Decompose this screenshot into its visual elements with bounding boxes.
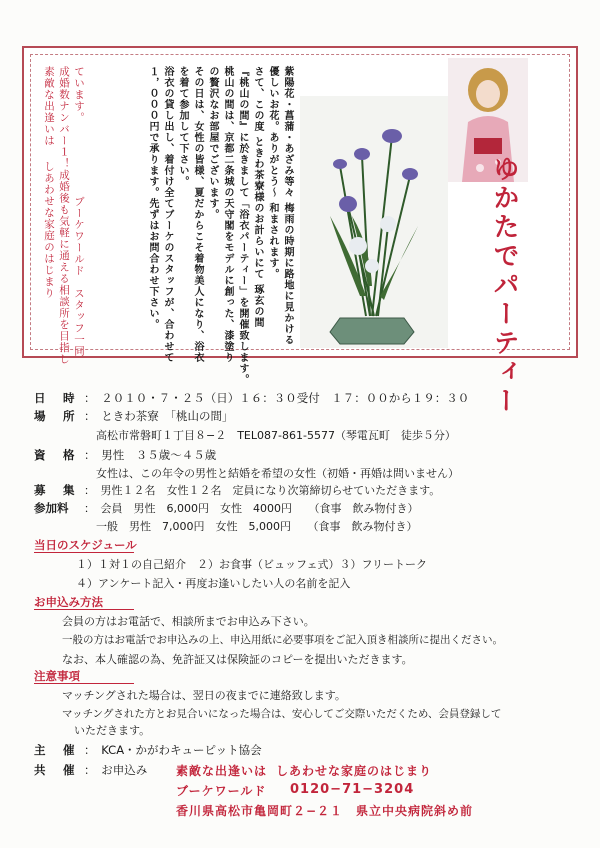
- notes-line2: マッチングされた方とお見合いになった場合は、安心してご交際いただくため、会員登録して: [62, 708, 502, 720]
- notes-line1: マッチングされた場合は、翌日の夜までに連絡致します。: [62, 689, 346, 702]
- organizer-value: ： KCA・かがわキューピット協会: [84, 743, 262, 757]
- apply-heading: お申込み方法: [34, 595, 103, 609]
- intro-line7: その日は、女性の皆様、夏だからこそ着物美人になり、浴衣: [192, 66, 203, 363]
- place-label: 場 所: [34, 409, 78, 423]
- recruit-value: ： 男性１２名 女性１２名 定員になり次第締切らせていただきます。: [84, 484, 441, 497]
- contact-address: 香川県高松市亀岡町２−２１ 県立中央病院斜め前: [176, 804, 474, 818]
- fee-row-general: 一般 男性 7,000円 女性 5,000円 （食事 飲み物付き）: [96, 520, 418, 533]
- message-line1b: しあわせな家庭のはじまり: [43, 160, 55, 299]
- contact-phone[interactable]: 0120−71−3204: [290, 782, 415, 797]
- qualification-value2: 女性は、この年令の男性と結婚を希望の女性（初婚・再婚は問いません）: [96, 467, 459, 480]
- intro-line4: 『桃山の間』に於きまして「浴衣パーティー」を開催致します。: [237, 66, 248, 385]
- notes-line3: いただきます。: [74, 724, 151, 737]
- date-label: 日 時: [34, 391, 78, 405]
- message-line1a: 素敵な出逢いは: [43, 66, 55, 147]
- message-column: [42, 66, 56, 346]
- qualification-label: 資 格: [34, 448, 78, 462]
- place-value: ： ときわ茶寮 「桃山の間」: [84, 409, 234, 423]
- intro-line2: 優しいお花。ありがとう〜 和まされます。: [267, 66, 278, 280]
- message-line4: ブーケワールド スタッフ一同: [73, 196, 85, 357]
- co-organizer-value: ： お申込み: [84, 763, 148, 777]
- organizer-label: 主 催: [34, 743, 78, 757]
- schedule-line1: １）１対１の自己紹介 ２）お食事（ビュッフェ式）３）フリートーク: [76, 558, 428, 571]
- qualification-value1: ： 男性 ３５歳〜４５歳: [84, 448, 217, 462]
- apply-line3: なお、本人確認の為、免許証又は保険証のコピーを提出いただきます。: [62, 653, 413, 666]
- contact-tagline-b: しあわせな家庭のはじまり: [276, 764, 433, 778]
- message-line2: 成婚数ナンバー１！成婚後も気軽に通える相談所を目指し: [58, 66, 70, 365]
- intro-line8: を着て参加して下さい。: [177, 66, 188, 187]
- intro-line1: 紫陽花・菖蒲・あざみ等々 梅雨の時期に路地に見かける: [282, 66, 293, 346]
- fee-label: 参加料: [34, 501, 69, 515]
- flower-arrangement-photo: [300, 96, 448, 348]
- intro-line3: さて、この度 ときわ茶寮様のお計らいにて 琢玄の間: [252, 66, 263, 328]
- co-organizer-label: 共 催: [34, 763, 78, 777]
- recruit-label: 募 集: [34, 483, 78, 497]
- schedule-heading: 当日のスケジュール: [34, 538, 137, 552]
- contact-tagline-a: 素敵な出逢いは: [176, 764, 268, 778]
- schedule-line2: ４）アンケート記入・再度お逢いしたい人の名前を記入: [76, 577, 351, 590]
- notes-heading: 注意事項: [34, 669, 80, 683]
- address-value: 高松市常磐町１丁目８−２ TEL087-861-5577（琴電瓦町 徒歩５分）: [96, 429, 456, 442]
- date-value: ： ２０１０・７・２５（日）１６：３０受付 １７：００から１９：３０: [84, 391, 470, 405]
- event-title: ゆかたでパーティー: [489, 155, 519, 416]
- intro-line5: 桃山の間は、京都二条城の天守閣をモデルに創った、漆塗り: [222, 66, 233, 363]
- apply-line2: 一般の方はお電話でお申込みの上、申込用紙に必要事項をご記入頂き相談所に提出ください。: [62, 634, 503, 646]
- intro-line10: １，０００円で承ります。先ずはお問合わせ下さい。: [147, 66, 158, 330]
- contact-company: ブーケワールド: [176, 784, 267, 798]
- intro-line6: の贅沢なお部屋でございます。: [207, 66, 218, 220]
- fee-row-member: ： 会員 男性 6,000円 女性 4000円 （食事 飲み物付き）: [84, 502, 419, 515]
- message-line3: ています。: [73, 66, 85, 124]
- intro-line9: 浴衣の貸し出し、着付け全てブーケのスタッフが、合わせて: [162, 66, 173, 363]
- apply-line1: 会員の方はお電話で、相談所までお申込み下さい。: [62, 615, 315, 628]
